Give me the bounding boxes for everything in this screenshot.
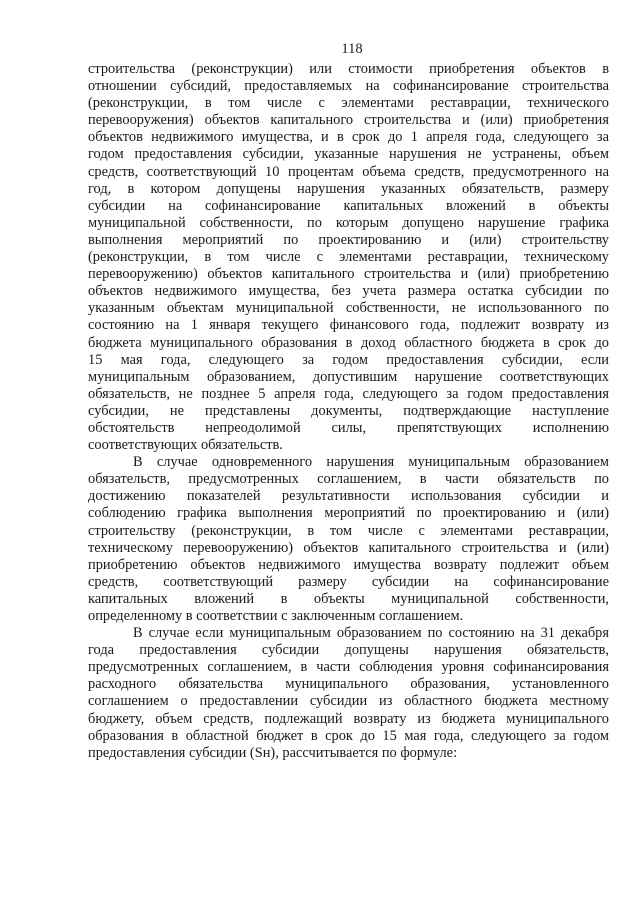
text-line: указанным объектам муниципальной собственности, не использованного по <box>88 300 609 317</box>
text-line: объектов недвижимого имущества, и в срок до 1 апреля года, следующего за <box>88 129 609 146</box>
text-line: бюджета муниципального образования в доход областного бюджета в срок до <box>88 334 609 351</box>
text-line: капитальных вложений в объекты муниципальной собственности, <box>88 590 609 607</box>
text-line: достижению показателей результативности использования субсидии и <box>88 488 609 505</box>
text-line: объектов недвижимого имущества, без учета размера остатка субсидии по <box>88 283 609 300</box>
text-line: обязательств, предусмотренных соглашением, в части обязательств по <box>88 471 609 488</box>
text-line: строительству (реконструкции, в том числе с элементами реставрации, <box>88 522 609 539</box>
text-line: соглашением о предоставлении субсидии из областного бюджета местному <box>88 693 609 710</box>
text-line: (реконструкции, в том числе с элементами реставрации, техническому <box>88 249 609 266</box>
text-line: предусмотренных соглашением, в части соблюдения уровня софинансирования <box>88 659 609 676</box>
text-line: техническому перевооружению) объектов капитального строительства и (или) <box>88 539 609 556</box>
text-line: года предоставления субсидии допущены нарушения обязательств, <box>88 642 609 659</box>
text-line: образования в областной бюджет в срок до 15 мая года, следующего за годом <box>88 727 609 744</box>
text-line: определенному в соответствии с заключенным соглашением. <box>88 608 464 624</box>
text-line: выполнения мероприятий по проектированию и (или) строительству <box>88 231 609 248</box>
text-line: обязательств, не позднее 5 апреля года, следующего за годом предоставления <box>88 385 609 402</box>
text-line: строительства (реконструкции) или стоимости приобретения объектов в <box>88 61 609 77</box>
text-line: муниципальной собственности, по которым допущено нарушение графика <box>88 214 609 231</box>
text-line: субсидии, не представлены документы, подтверждающие наступление <box>88 402 609 419</box>
text-line: отношении субсидий, предоставляемых на софинансирование строительства <box>88 78 609 95</box>
text-line: (реконструкции, в том числе с элементами реставрации, технического <box>88 95 609 112</box>
text-line: состоянию на 1 января текущего финансового года, подлежит возврату из <box>88 317 609 334</box>
text-line: предоставления субсидии (Sн), рассчитывается по формуле: <box>88 744 458 761</box>
text-line: В случае одновременного нарушения муниципальным образованием <box>133 454 609 471</box>
text-line: перевооружению) объектов капитального строительства и (или) приобретению <box>88 266 609 283</box>
text-line: соответствующих обязательств. <box>88 437 283 454</box>
text-line: средств, соответствующий размеру субсидии на софинансирование <box>88 573 609 590</box>
text-line: средств, соответствующий 10 процентам объема средств, предусмотренного на <box>88 163 609 180</box>
text-line: перевооружения) объектов капитального строительства и (или) приобретения <box>88 112 609 129</box>
page-number: 118 <box>341 41 363 57</box>
text-line: В случае если муниципальным образованием по состоянию на 31 декабря <box>133 625 609 642</box>
text-line: соблюдению графика выполнения мероприятий по проектированию и (или) <box>88 505 609 522</box>
text-line: обстоятельств непреодолимой силы, препятствующих исполнению <box>88 419 609 436</box>
document-body <box>88 61 609 762</box>
text-line: бюджету, объем средств, подлежащий возврату из бюджета муниципального <box>88 710 609 727</box>
text-line: приобретению объектов недвижимого имущества возврату подлежит объем <box>88 556 609 573</box>
text-line: год, в котором допущены нарушения указанных обязательств, размеру <box>88 180 609 197</box>
text-line: годом предоставления субсидии, указанные нарушения не устранены, объем <box>88 146 609 163</box>
text-line: субсидии на софинансирование капитальных вложений в объекты <box>88 197 609 214</box>
text-line: 15 мая года, следующего за годом предоставления субсидии, если <box>88 351 609 368</box>
text-line: расходного обязательства муниципального образования, установленного <box>88 676 609 693</box>
text-line: муниципальным образованием, допустившим нарушение соответствующих <box>88 368 609 385</box>
